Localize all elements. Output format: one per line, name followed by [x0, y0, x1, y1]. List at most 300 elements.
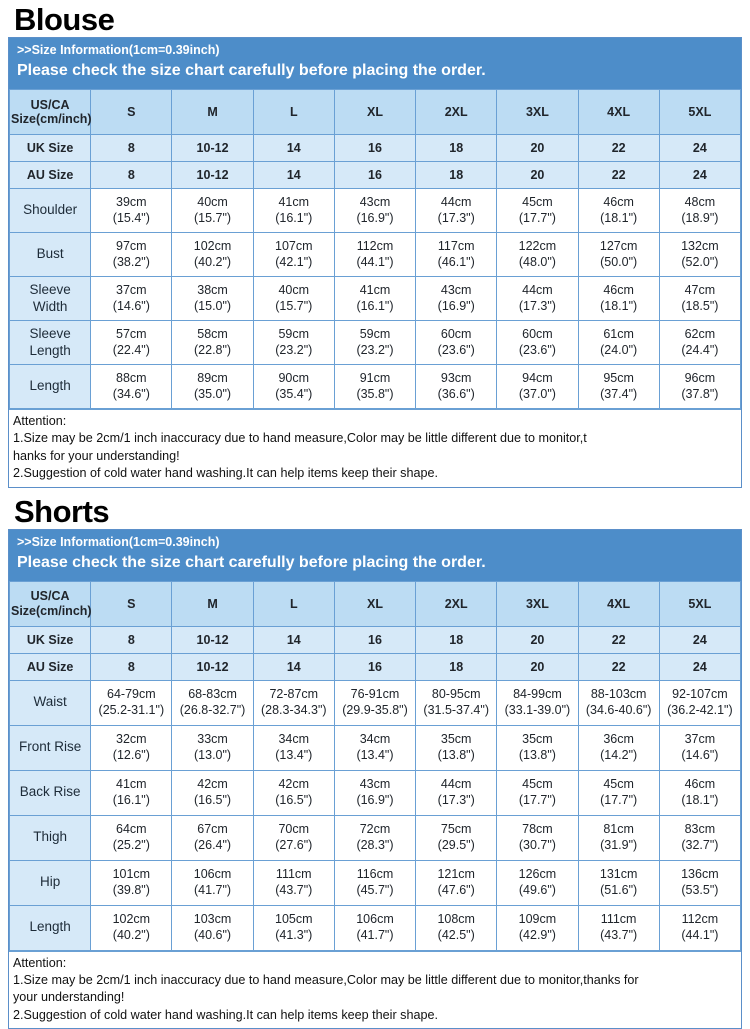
row-label: Sleeve Width — [10, 277, 91, 321]
table-cell — [659, 725, 740, 770]
cell-inch: (15.4") — [92, 211, 170, 227]
cell-cm: 62cm — [661, 327, 739, 343]
uk-size-3xl: 20 — [497, 135, 578, 162]
cell-cm: 47cm — [661, 283, 739, 299]
attention-line-1: 1.Size may be 2cm/1 inch inaccuracy due to hand measure,Color may be little different due to monitor,thanks for — [13, 972, 737, 989]
cell-inch: (13.8") — [498, 748, 576, 764]
cell-cm: 78cm — [498, 822, 576, 838]
cell-inch: (28.3-34.3") — [255, 703, 333, 719]
cell-cm: 34cm — [336, 732, 414, 748]
table-cell — [578, 277, 659, 321]
table-cell — [334, 815, 415, 860]
cell-cm: 59cm — [255, 327, 333, 343]
row-label: Front Rise — [10, 725, 91, 770]
cell-cm: 41cm — [92, 777, 170, 793]
cell-inch: (44.1") — [661, 928, 739, 944]
header-size-4xl: 4XL — [578, 581, 659, 626]
cell-cm: 121cm — [417, 867, 495, 883]
header-size-2xl: 2XL — [416, 581, 497, 626]
table-header-row — [10, 581, 741, 626]
uk-size-xl: 16 — [334, 626, 415, 653]
table-cell — [172, 905, 253, 950]
au-size-xl: 16 — [334, 162, 415, 189]
cell-cm: 94cm — [498, 371, 576, 387]
row-label: Thigh — [10, 815, 91, 860]
cell-cm: 116cm — [336, 867, 414, 883]
cell-inch: (33.1-39.0") — [498, 703, 576, 719]
section-blouse — [8, 0, 742, 488]
uk-size-m: 10-12 — [172, 626, 253, 653]
cell-cm: 131cm — [580, 867, 658, 883]
cell-inch: (18.9") — [661, 211, 739, 227]
uk-size-s: 8 — [91, 626, 172, 653]
cell-cm: 48cm — [661, 195, 739, 211]
row-label: Length — [10, 905, 91, 950]
table-row — [10, 189, 741, 233]
table-cell — [659, 770, 740, 815]
cell-inch: (27.6") — [255, 838, 333, 854]
header-size-s: S — [91, 90, 172, 135]
table-cell — [91, 189, 172, 233]
row-label: Hip — [10, 860, 91, 905]
table-row — [10, 770, 741, 815]
table-row — [10, 905, 741, 950]
table-cell — [334, 277, 415, 321]
au-size-2xl: 18 — [416, 162, 497, 189]
header-size-xl: XL — [334, 90, 415, 135]
table-cell — [578, 860, 659, 905]
size-table-blouse — [9, 89, 741, 409]
table-cell — [497, 905, 578, 950]
cell-inch: (23.6") — [417, 343, 495, 359]
table-cell — [497, 725, 578, 770]
uk-size-5xl: 24 — [659, 626, 740, 653]
cell-inch: (48.0") — [498, 255, 576, 271]
table-cell — [253, 725, 334, 770]
attention-note-shorts — [9, 951, 741, 1029]
cell-inch: (34.6") — [92, 387, 170, 403]
cell-inch: (24.4") — [661, 343, 739, 359]
cell-cm: 42cm — [173, 777, 251, 793]
table-cell — [497, 860, 578, 905]
cell-cm: 36cm — [580, 732, 658, 748]
table-cell — [578, 770, 659, 815]
cell-cm: 68-83cm — [173, 687, 251, 703]
table-cell — [416, 365, 497, 409]
cell-inch: (16.9") — [336, 211, 414, 227]
cell-cm: 109cm — [498, 912, 576, 928]
cell-inch: (52.0") — [661, 255, 739, 271]
table-cell — [416, 770, 497, 815]
cell-cm: 84-99cm — [498, 687, 576, 703]
au-size-3xl: 20 — [497, 653, 578, 680]
table-cell — [91, 860, 172, 905]
cell-cm: 83cm — [661, 822, 739, 838]
cell-inch: (29.9-35.8") — [336, 703, 414, 719]
cell-inch: (41.7") — [173, 883, 251, 899]
cell-cm: 32cm — [92, 732, 170, 748]
cell-inch: (17.7") — [498, 793, 576, 809]
cell-cm: 44cm — [417, 195, 495, 211]
uk-size-5xl: 24 — [659, 135, 740, 162]
table-cell — [334, 905, 415, 950]
table-cell — [334, 189, 415, 233]
cell-inch: (15.7") — [255, 299, 333, 315]
uk-size-l: 14 — [253, 135, 334, 162]
cell-cm: 45cm — [498, 195, 576, 211]
table-cell — [659, 860, 740, 905]
cell-cm: 95cm — [580, 371, 658, 387]
cell-inch: (22.8") — [173, 343, 251, 359]
table-cell — [172, 321, 253, 365]
cell-cm: 76-91cm — [336, 687, 414, 703]
cell-inch: (13.0") — [173, 748, 251, 764]
table-cell — [253, 860, 334, 905]
header-size-l: L — [253, 581, 334, 626]
cell-inch: (47.6") — [417, 883, 495, 899]
cell-cm: 57cm — [92, 327, 170, 343]
au-size-label: AU Size — [10, 162, 91, 189]
cell-cm: 96cm — [661, 371, 739, 387]
header-corner-label: US/CA Size(cm/inch) — [10, 581, 91, 626]
row-label: Waist — [10, 680, 91, 725]
banner-size-info-blouse: >>Size Information(1cm=0.39inch) — [9, 38, 741, 60]
table-cell — [497, 321, 578, 365]
header-size-3xl: 3XL — [497, 90, 578, 135]
attention-title: Attention: — [13, 413, 737, 430]
au-size-s: 8 — [91, 162, 172, 189]
cell-cm: 97cm — [92, 239, 170, 255]
cell-cm: 44cm — [417, 777, 495, 793]
cell-cm: 112cm — [661, 912, 739, 928]
cell-inch: (14.6") — [92, 299, 170, 315]
au-size-m: 10-12 — [172, 653, 253, 680]
size-chart-shorts — [8, 529, 742, 1029]
table-cell — [334, 365, 415, 409]
uk-size-s: 8 — [91, 135, 172, 162]
au-size-5xl: 24 — [659, 162, 740, 189]
cell-cm: 61cm — [580, 327, 658, 343]
cell-cm: 43cm — [336, 195, 414, 211]
section-shorts — [8, 492, 742, 1029]
cell-cm: 81cm — [580, 822, 658, 838]
cell-cm: 45cm — [580, 777, 658, 793]
row-label: Length — [10, 365, 91, 409]
uk-size-2xl: 18 — [416, 135, 497, 162]
cell-inch: (16.1") — [336, 299, 414, 315]
table-cell — [497, 189, 578, 233]
table-cell — [416, 860, 497, 905]
cell-cm: 37cm — [92, 283, 170, 299]
cell-inch: (15.7") — [173, 211, 251, 227]
table-cell — [91, 905, 172, 950]
cell-cm: 93cm — [417, 371, 495, 387]
table-cell — [578, 189, 659, 233]
cell-cm: 39cm — [92, 195, 170, 211]
cell-inch: (50.0") — [580, 255, 658, 271]
cell-cm: 40cm — [173, 195, 251, 211]
header-size-m: M — [172, 90, 253, 135]
table-cell — [253, 189, 334, 233]
cell-cm: 107cm — [255, 239, 333, 255]
table-cell — [416, 905, 497, 950]
cell-inch: (18.1") — [661, 793, 739, 809]
cell-cm: 89cm — [173, 371, 251, 387]
table-cell — [497, 680, 578, 725]
cell-cm: 42cm — [255, 777, 333, 793]
table-header-row — [10, 90, 741, 135]
uk-size-4xl: 22 — [578, 626, 659, 653]
cell-inch: (23.2") — [336, 343, 414, 359]
table-row — [10, 815, 741, 860]
header-size-2xl: 2XL — [416, 90, 497, 135]
uk-size-xl: 16 — [334, 135, 415, 162]
cell-cm: 35cm — [417, 732, 495, 748]
cell-cm: 75cm — [417, 822, 495, 838]
cell-inch: (13.4") — [336, 748, 414, 764]
cell-cm: 112cm — [336, 239, 414, 255]
table-row — [10, 725, 741, 770]
table-cell — [253, 680, 334, 725]
cell-inch: (37.4") — [580, 387, 658, 403]
header-size-l: L — [253, 90, 334, 135]
table-cell — [659, 905, 740, 950]
uk-size-row — [10, 626, 741, 653]
table-cell — [659, 815, 740, 860]
table-row — [10, 233, 741, 277]
cell-inch: (35.4") — [255, 387, 333, 403]
cell-inch: (49.6") — [498, 883, 576, 899]
cell-cm: 91cm — [336, 371, 414, 387]
cell-cm: 35cm — [498, 732, 576, 748]
cell-inch: (42.5") — [417, 928, 495, 944]
cell-inch: (40.2") — [92, 928, 170, 944]
cell-inch: (45.7") — [336, 883, 414, 899]
uk-size-label: UK Size — [10, 135, 91, 162]
header-size-m: M — [172, 581, 253, 626]
banner-check-chart-blouse: Please check the size chart carefully before placing the order. — [9, 60, 741, 89]
uk-size-3xl: 20 — [497, 626, 578, 653]
cell-inch: (42.1") — [255, 255, 333, 271]
attention-line-2: 2.Suggestion of cold water hand washing.It can help items keep their shape. — [13, 465, 737, 482]
table-cell — [416, 277, 497, 321]
cell-cm: 43cm — [336, 777, 414, 793]
header-size-3xl: 3XL — [497, 581, 578, 626]
table-cell — [578, 365, 659, 409]
cell-inch: (41.7") — [336, 928, 414, 944]
row-label: Shoulder — [10, 189, 91, 233]
cell-inch: (23.6") — [498, 343, 576, 359]
cell-cm: 41cm — [255, 195, 333, 211]
cell-inch: (16.9") — [336, 793, 414, 809]
cell-inch: (41.3") — [255, 928, 333, 944]
au-size-m: 10-12 — [172, 162, 253, 189]
cell-inch: (30.7") — [498, 838, 576, 854]
cell-inch: (31.5-37.4") — [417, 703, 495, 719]
cell-inch: (39.8") — [92, 883, 170, 899]
table-cell — [416, 725, 497, 770]
table-cell — [334, 233, 415, 277]
cell-inch: (51.6") — [580, 883, 658, 899]
cell-cm: 60cm — [498, 327, 576, 343]
cell-cm: 46cm — [661, 777, 739, 793]
cell-inch: (14.6") — [661, 748, 739, 764]
header-size-xl: XL — [334, 581, 415, 626]
cell-inch: (17.7") — [498, 211, 576, 227]
cell-cm: 45cm — [498, 777, 576, 793]
cell-inch: (44.1") — [336, 255, 414, 271]
cell-inch: (25.2") — [92, 838, 170, 854]
cell-inch: (26.8-32.7") — [173, 703, 251, 719]
cell-inch: (17.7") — [580, 793, 658, 809]
uk-size-row — [10, 135, 741, 162]
table-row — [10, 680, 741, 725]
cell-cm: 111cm — [580, 912, 658, 928]
table-cell — [172, 189, 253, 233]
table-cell — [172, 680, 253, 725]
au-size-l: 14 — [253, 653, 334, 680]
attention-line-1: 1.Size may be 2cm/1 inch inaccuracy due to hand measure,Color may be little different due to monitor,t — [13, 430, 737, 447]
table-cell — [253, 277, 334, 321]
table-cell — [91, 365, 172, 409]
table-cell — [91, 233, 172, 277]
cell-cm: 106cm — [336, 912, 414, 928]
cell-cm: 92-107cm — [661, 687, 739, 703]
cell-cm: 46cm — [580, 283, 658, 299]
attention-line-1-cont: hanks for your understanding! — [13, 448, 737, 465]
table-cell — [91, 680, 172, 725]
row-label: Back Rise — [10, 770, 91, 815]
cell-inch: (28.3") — [336, 838, 414, 854]
cell-cm: 72-87cm — [255, 687, 333, 703]
table-row — [10, 365, 741, 409]
table-cell — [334, 321, 415, 365]
cell-inch: (29.5") — [417, 838, 495, 854]
cell-inch: (35.8") — [336, 387, 414, 403]
table-cell — [253, 905, 334, 950]
cell-inch: (12.6") — [92, 748, 170, 764]
table-row — [10, 277, 741, 321]
cell-inch: (53.5") — [661, 883, 739, 899]
header-size-5xl: 5XL — [659, 581, 740, 626]
cell-cm: 67cm — [173, 822, 251, 838]
cell-inch: (35.0") — [173, 387, 251, 403]
cell-cm: 41cm — [336, 283, 414, 299]
table-cell — [578, 233, 659, 277]
cell-cm: 111cm — [255, 867, 333, 883]
table-cell — [172, 860, 253, 905]
cell-cm: 102cm — [173, 239, 251, 255]
cell-inch: (16.9") — [417, 299, 495, 315]
table-cell — [253, 770, 334, 815]
uk-size-label: UK Size — [10, 626, 91, 653]
au-size-5xl: 24 — [659, 653, 740, 680]
cell-inch: (38.2") — [92, 255, 170, 271]
cell-inch: (43.7") — [580, 928, 658, 944]
cell-inch: (18.1") — [580, 299, 658, 315]
table-cell — [578, 815, 659, 860]
table-cell — [172, 770, 253, 815]
table-cell — [416, 321, 497, 365]
cell-cm: 103cm — [173, 912, 251, 928]
cell-inch: (13.8") — [417, 748, 495, 764]
cell-inch: (46.1") — [417, 255, 495, 271]
cell-inch: (16.1") — [255, 211, 333, 227]
cell-inch: (43.7") — [255, 883, 333, 899]
table-cell — [253, 233, 334, 277]
cell-inch: (24.0") — [580, 343, 658, 359]
table-cell — [416, 233, 497, 277]
table-cell — [497, 770, 578, 815]
cell-inch: (26.4") — [173, 838, 251, 854]
au-size-4xl: 22 — [578, 653, 659, 680]
table-cell — [497, 233, 578, 277]
cell-cm: 102cm — [92, 912, 170, 928]
cell-inch: (31.9") — [580, 838, 658, 854]
cell-inch: (18.1") — [580, 211, 658, 227]
table-cell — [172, 277, 253, 321]
table-cell — [334, 725, 415, 770]
cell-cm: 122cm — [498, 239, 576, 255]
uk-size-l: 14 — [253, 626, 334, 653]
cell-cm: 88cm — [92, 371, 170, 387]
table-cell — [578, 321, 659, 365]
table-cell — [416, 815, 497, 860]
au-size-l: 14 — [253, 162, 334, 189]
uk-size-4xl: 22 — [578, 135, 659, 162]
header-size-s: S — [91, 581, 172, 626]
banner-size-info-shorts: >>Size Information(1cm=0.39inch) — [9, 530, 741, 552]
cell-cm: 64cm — [92, 822, 170, 838]
cell-cm: 127cm — [580, 239, 658, 255]
cell-inch: (37.8") — [661, 387, 739, 403]
cell-inch: (36.2-42.1") — [661, 703, 739, 719]
cell-inch: (17.3") — [417, 793, 495, 809]
au-size-row — [10, 653, 741, 680]
cell-cm: 70cm — [255, 822, 333, 838]
cell-inch: (17.3") — [417, 211, 495, 227]
cell-cm: 33cm — [173, 732, 251, 748]
attention-note-blouse — [9, 409, 741, 487]
au-size-2xl: 18 — [416, 653, 497, 680]
cell-cm: 64-79cm — [92, 687, 170, 703]
cell-inch: (40.2") — [173, 255, 251, 271]
cell-cm: 46cm — [580, 195, 658, 211]
table-cell — [172, 365, 253, 409]
table-cell — [253, 815, 334, 860]
header-corner-label: US/CA Size(cm/inch) — [10, 90, 91, 135]
cell-cm: 44cm — [498, 283, 576, 299]
size-table-shorts — [9, 581, 741, 951]
table-cell — [253, 321, 334, 365]
table-cell — [659, 277, 740, 321]
table-cell — [497, 815, 578, 860]
table-cell — [172, 815, 253, 860]
cell-inch: (16.5") — [255, 793, 333, 809]
table-cell — [659, 365, 740, 409]
au-size-s: 8 — [91, 653, 172, 680]
table-cell — [253, 365, 334, 409]
uk-size-m: 10-12 — [172, 135, 253, 162]
cell-inch: (22.4") — [92, 343, 170, 359]
table-cell — [91, 770, 172, 815]
cell-cm: 40cm — [255, 283, 333, 299]
cell-cm: 43cm — [417, 283, 495, 299]
table-cell — [659, 189, 740, 233]
table-cell — [334, 860, 415, 905]
cell-cm: 37cm — [661, 732, 739, 748]
table-cell — [91, 725, 172, 770]
